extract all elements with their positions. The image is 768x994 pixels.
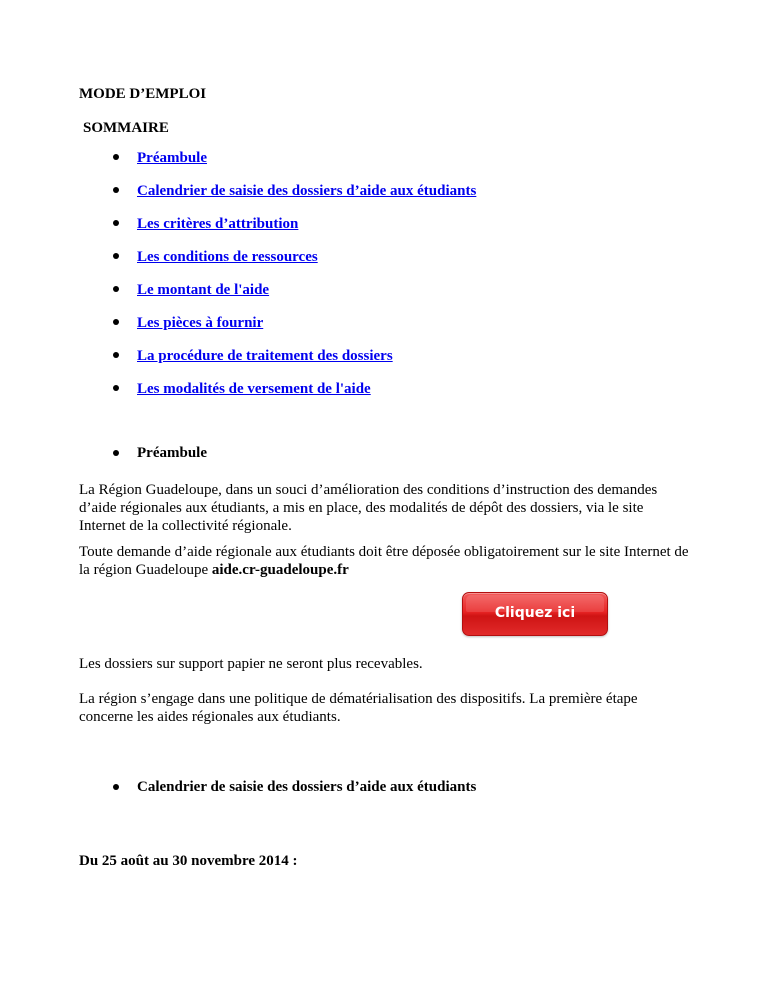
- bullet-icon: [113, 450, 119, 456]
- preambule-paragraph-4: La région s’engage dans une politique de dématérialisation des dispositifs. La première étape concerne les aides régionales aux étudiants.: [79, 691, 638, 725]
- toc-link-montant[interactable]: Le montant de l'aide: [137, 282, 270, 298]
- preambule-paragraph-2: [79, 543, 691, 579]
- toc-item-procedure: [79, 346, 691, 379]
- toc-item-preambule: [79, 148, 691, 181]
- table-of-contents: [79, 148, 691, 412]
- bullet-icon: [113, 352, 119, 358]
- toc-link-conditions[interactable]: Les conditions de ressources: [137, 249, 318, 265]
- bullet-icon: [113, 220, 119, 226]
- summary-title: SOMMAIRE: [83, 120, 169, 136]
- preambule-paragraph-3: Les dossiers sur support papier ne seront plus recevables.: [79, 656, 423, 672]
- section-heading-calendrier: [79, 778, 691, 798]
- section-heading-label: Préambule: [137, 445, 207, 461]
- bullet-icon: [113, 319, 119, 325]
- bullet-icon: [113, 154, 119, 160]
- cliquez-ici-button[interactable]: Cliquez ici: [462, 592, 608, 636]
- toc-link-criteres[interactable]: Les critères d’attribution: [137, 216, 299, 232]
- bullet-icon: [113, 187, 119, 193]
- toc-item-pieces: [79, 313, 691, 346]
- preambule-paragraph-1: La Région Guadeloupe, dans un souci d’amélioration des conditions d’instruction des demandes d’aide régionales aux étudiants, a mis en place, des modalités de dépôt des dossiers, via le site Internet de la collectivité régionale.: [79, 482, 658, 534]
- toc-link-procedure[interactable]: La procédure de traitement des dossiers: [137, 348, 393, 364]
- toc-item-criteres: [79, 214, 691, 247]
- toc-link-preambule[interactable]: Préambule: [137, 150, 207, 166]
- bullet-icon: [113, 253, 119, 259]
- section-heading-preambule: [79, 444, 691, 464]
- site-address: aide.cr-guadeloupe.fr: [211, 562, 349, 578]
- toc-item-modalites: [79, 379, 691, 412]
- bullet-icon: [113, 286, 119, 292]
- toc-link-modalites[interactable]: Les modalités de versement de l'aide: [137, 381, 371, 397]
- bullet-icon: [113, 784, 119, 790]
- document-title: MODE D’EMPLOI: [79, 86, 207, 102]
- toc-item-conditions: [79, 247, 691, 280]
- toc-item-calendrier: [79, 181, 691, 214]
- date-range-heading: Du 25 août au 30 novembre 2014 :: [79, 853, 298, 869]
- bullet-icon: [113, 385, 119, 391]
- section-heading-label: Calendrier de saisie des dossiers d’aide aux étudiants: [137, 779, 477, 795]
- toc-link-calendrier[interactable]: Calendrier de saisie des dossiers d’aide aux étudiants: [137, 183, 477, 199]
- toc-item-montant: [79, 280, 691, 313]
- preambule-paragraph-2-text: Toute demande d’aide régionale aux étudiants doit être déposée obligatoirement sur le site Internet de la région Guadeloupe: [79, 544, 689, 578]
- toc-link-pieces[interactable]: Les pièces à fournir: [137, 315, 264, 331]
